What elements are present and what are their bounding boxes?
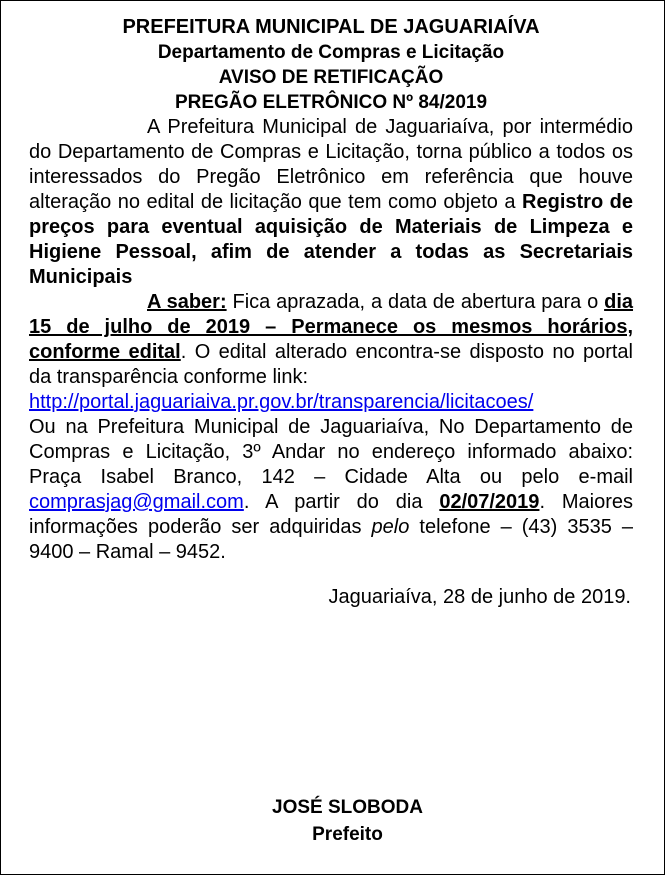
header-department: Departamento de Compras e Licitação [157, 42, 505, 63]
paragraph-details [29, 290, 633, 390]
contact-text-4: telefone – (43) 3535 – 9400 – Ramal – 9452. [29, 516, 633, 563]
email-link[interactable]: comprasjag@gmail.com [29, 491, 244, 513]
details-text-2: . O edital alterado encontra-se disposto no portal da transparência conforme link: [29, 341, 633, 388]
intro-text: A Prefeitura Municipal de Jaguariaíva, por intermédio do Departamento de Compras e Licitação, torna público a todos os interessados do Pregão Eletrônico em referência que houve alteração no edital de licitação que tem como objeto a [29, 116, 633, 213]
paragraph-link [29, 390, 633, 415]
paragraph-contact [29, 415, 633, 565]
transparency-portal-link[interactable]: http://portal.jaguariaiva.pr.gov.br/transparencia/licitacoes/ [29, 391, 534, 413]
header-municipality: PREFEITURA MUNICIPAL DE JAGUARIAÍVA [122, 16, 540, 38]
signatory-title: Prefeito [312, 824, 383, 845]
paragraph-intro [29, 115, 633, 290]
contact-text-1: Ou na Prefeitura Municipal de Jaguariaíva, No Departamento de Compras e Licitação, 3º Andar no endereço informado abaixo: Praça Isabel Branco, 142 – Cidade Alta ou pelo e-mail [29, 416, 633, 488]
bid-object: Registro de preços para eventual aquisição de Materiais de Limpeza e Higiene Pessoal, afim de atender a todas as Secretariais Municipais [29, 191, 633, 288]
opening-date: dia 15 de julho de 2019 – Permanece os mesmos horários, conforme edital [29, 291, 634, 363]
signature-block [1, 794, 664, 848]
details-text-1: Fica aprazada, a data de abertura para o [226, 291, 605, 313]
a-saber-label: A saber: [147, 291, 227, 313]
header-notice-type: AVISO DE RETIFICAÇÃO [218, 67, 444, 88]
header-auction-number: PREGÃO ELETRÔNICO Nº 84/2019 [174, 92, 488, 113]
place-and-date: Jaguariaíva, 28 de junho de 2019. [328, 586, 631, 608]
signatory-name: JOSÉ SLOBODA [272, 797, 423, 818]
contact-text-3: . Maiores informações poderão ser adquiridas [29, 491, 633, 538]
pelo-word: pelo [371, 516, 410, 538]
contact-text-2: . A partir do dia [243, 491, 440, 513]
from-date: 02/07/2019 [439, 491, 540, 513]
